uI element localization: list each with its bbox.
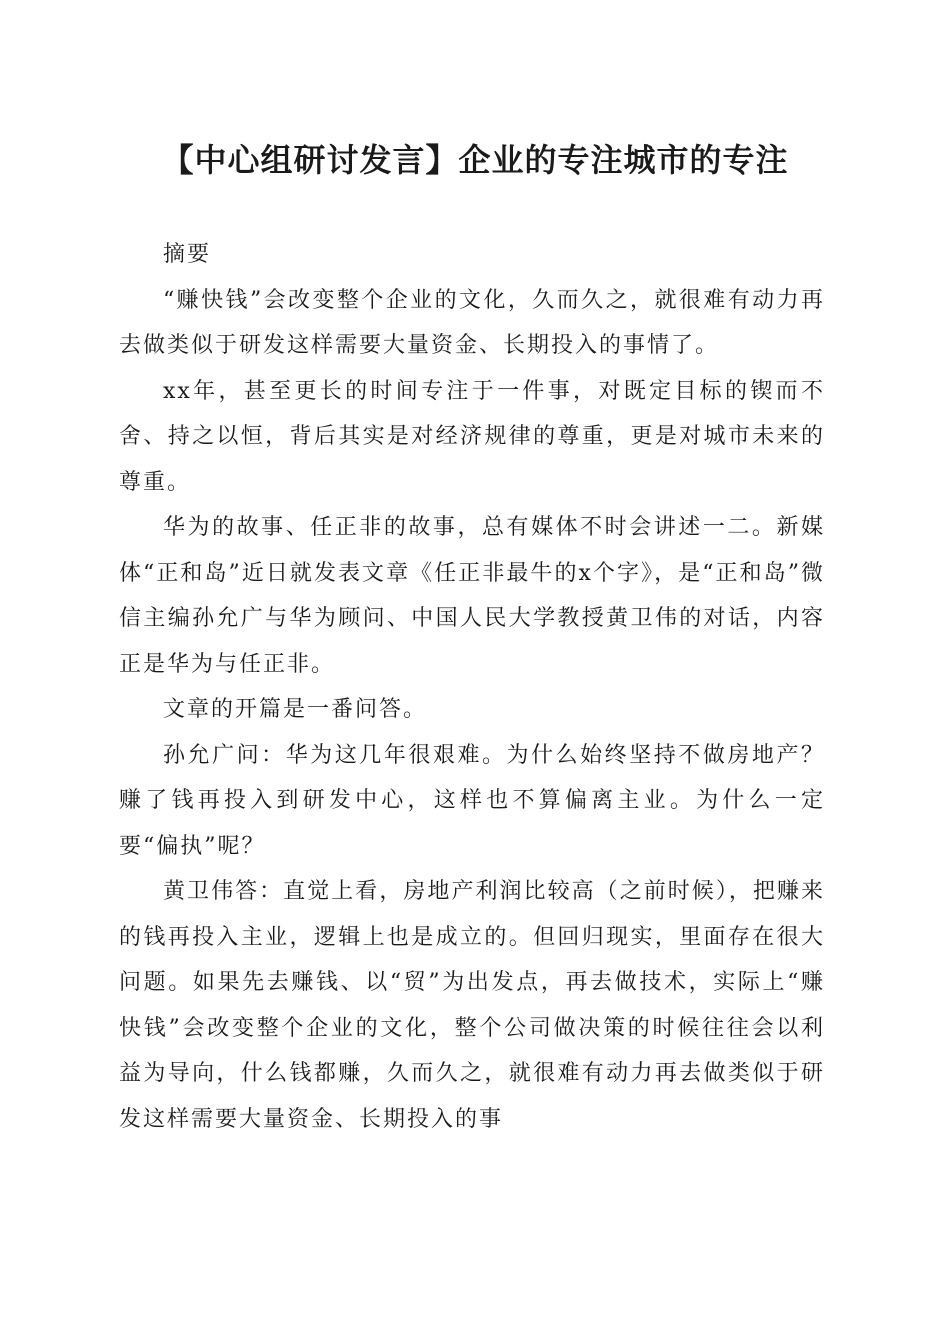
document-body (119, 232, 825, 1142)
paragraph: “赚快钱”会改变整个企业的文化，久而久之，就很难有动力再去做类似于研发这样需要大量资金、长期投入的事情了。 (119, 287, 825, 358)
document-title: 【中心组研讨发言】企业的专注城市的专注 (161, 141, 789, 179)
paragraph: 华为的故事、任正非的故事，总有媒体不时会讲述一二。新媒体“正和岛”近日就发表文章《任正非最牛的x个字》，是“正和岛”微信主编孙允广与华为顾问、中国人民大学教授黄卫伟的对话，内容正是华为与任正非。 (119, 515, 825, 677)
paragraph: 黄卫伟答：直觉上看，房地产利润比较高（之前时候），把赚来的钱再投入主业，逻辑上也是成立的。但回归现实，里面存在很大问题。如果先去赚钱、以“贸”为出发点，再去做技术，实际上“赚快钱”会改变整个企业的文化，整个公司做决策的时候往往会以利益为导向，什么钱都赚，久而久之，就很难有动力再去做类似于研发这样需要大量资金、长期投入的事 (119, 879, 825, 1132)
paragraph: 孙允广问：华为这几年很艰难。为什么始终坚持不做房地产？赚了钱再投入到研发中心，这样也不算偏离主业。为什么一定要“偏执”呢？ (119, 742, 825, 859)
paragraph-abstract-heading: 摘要 (163, 242, 212, 267)
paragraph: xx年，甚至更长的时间专注于一件事，对既定目标的锲而不舍、持之以恒，背后其实是对经济规律的尊重，更是对城市未来的尊重。 (119, 378, 825, 495)
paragraph: 文章的开篇是一番问答。 (163, 697, 428, 722)
